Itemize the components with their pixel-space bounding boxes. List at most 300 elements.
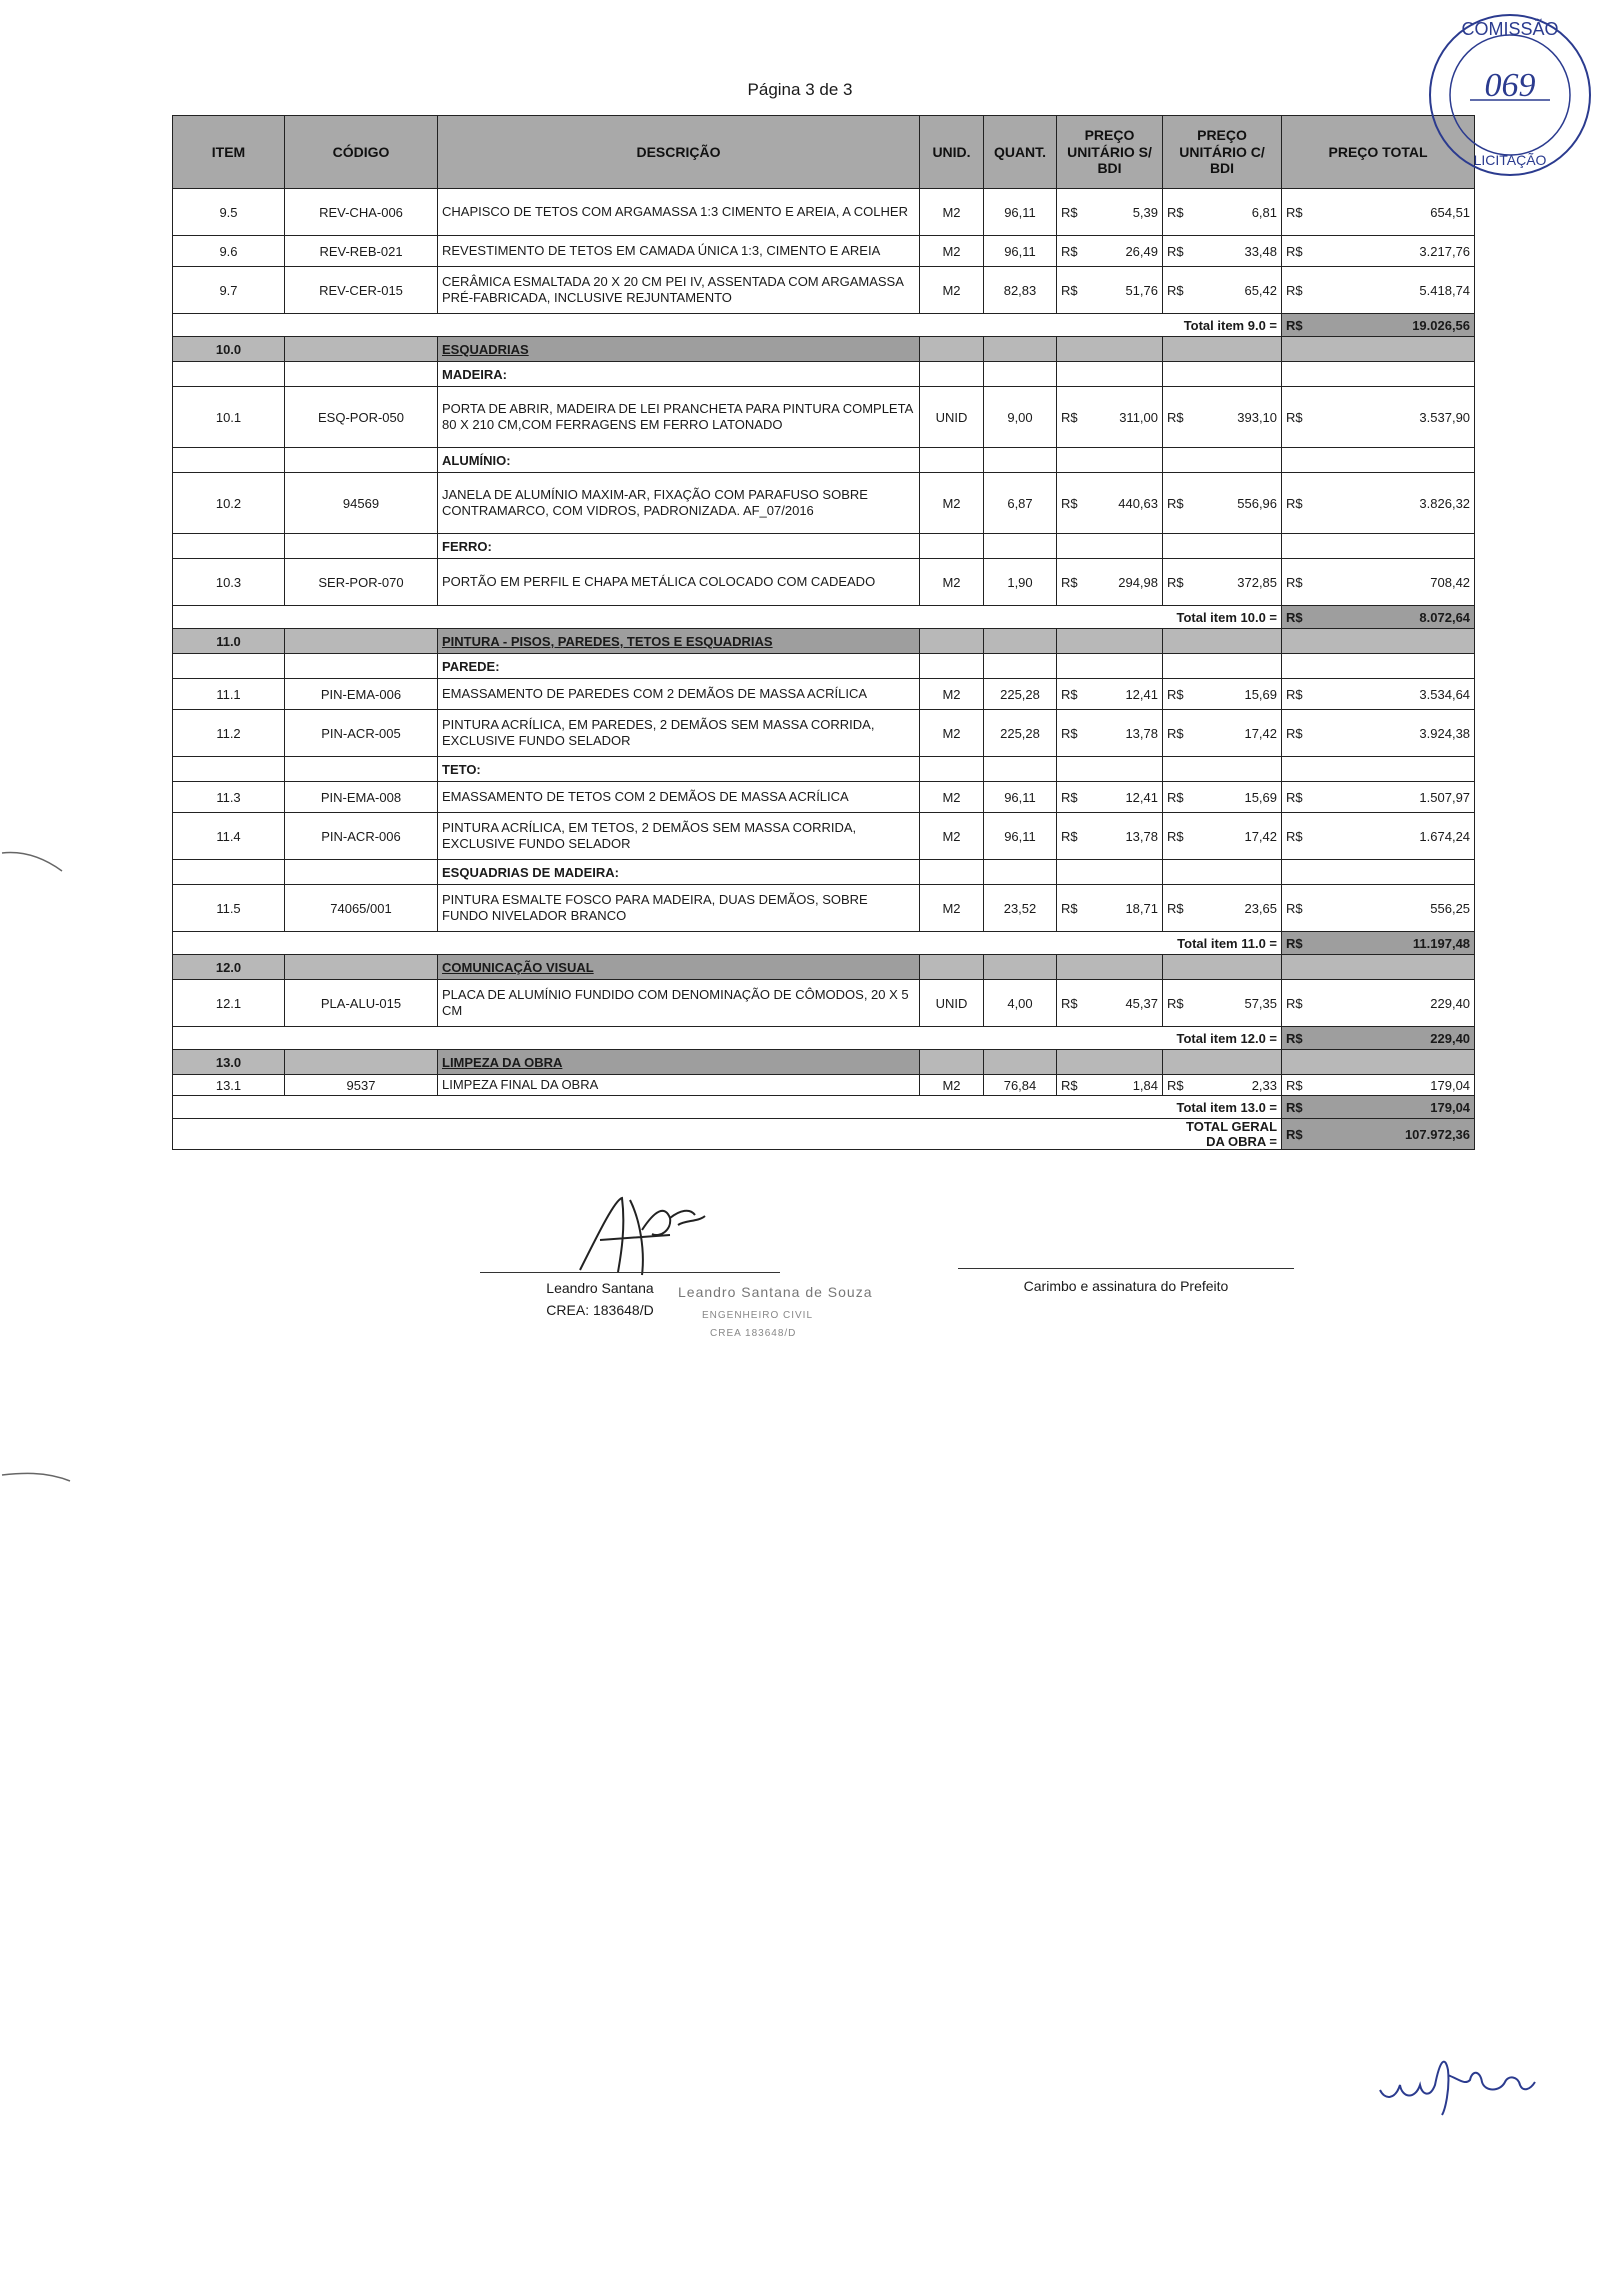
group-shade — [1282, 629, 1475, 654]
total-price: 3.217,76 — [1315, 236, 1475, 267]
currency-symbol: R$ — [1163, 473, 1196, 534]
header-item: ITEM — [173, 116, 285, 189]
empty-cell — [1282, 362, 1475, 387]
subsection-label: PAREDE: — [438, 654, 920, 679]
subsection-row — [173, 860, 1475, 885]
empty-cell — [173, 448, 285, 473]
item-number: 10.2 — [173, 473, 285, 534]
currency-symbol: R$ — [1282, 314, 1315, 337]
unit-price-with-bdi: 57,35 — [1196, 980, 1282, 1027]
unit-price-with-bdi: 23,65 — [1196, 885, 1282, 932]
item-description: REVESTIMENTO DE TETOS EM CAMADA ÚNICA 1:3, CIMENTO E AREIA — [438, 236, 920, 267]
table-header-row — [173, 116, 1475, 189]
unit-price-without-bdi: 1,84 — [1090, 1075, 1163, 1096]
table-body — [173, 189, 1475, 1150]
group-number: 11.0 — [173, 629, 285, 654]
unit-price-without-bdi: 45,37 — [1090, 980, 1163, 1027]
empty-cell — [1163, 448, 1282, 473]
currency-symbol: R$ — [1282, 1027, 1315, 1050]
item-unit: M2 — [920, 473, 984, 534]
total-price: 556,25 — [1315, 885, 1475, 932]
subsection-label: ESQUADRIAS DE MADEIRA: — [438, 860, 920, 885]
empty-cell — [173, 860, 285, 885]
currency-symbol: R$ — [1282, 1075, 1315, 1096]
group-shade — [1163, 629, 1282, 654]
currency-symbol: R$ — [1057, 885, 1090, 932]
empty-cell — [1057, 534, 1163, 559]
empty-cell — [920, 654, 984, 679]
item-quantity: 23,52 — [984, 885, 1057, 932]
table-row — [173, 387, 1475, 448]
subtotal-row — [173, 1096, 1475, 1119]
unit-price-without-bdi: 18,71 — [1090, 885, 1163, 932]
empty-cell — [173, 1119, 1163, 1150]
currency-symbol: R$ — [1282, 782, 1315, 813]
empty-cell — [285, 448, 438, 473]
total-price: 708,42 — [1315, 559, 1475, 606]
currency-symbol: R$ — [1057, 813, 1090, 860]
item-number: 9.6 — [173, 236, 285, 267]
subtotal-amount: 11.197,48 — [1315, 932, 1475, 955]
item-quantity: 225,28 — [984, 710, 1057, 757]
currency-symbol: R$ — [1282, 710, 1315, 757]
empty-cell — [285, 757, 438, 782]
item-description: PORTÃO EM PERFIL E CHAPA METÁLICA COLOCADO COM CADEADO — [438, 559, 920, 606]
total-price: 1.507,97 — [1315, 782, 1475, 813]
empty-cell — [1163, 860, 1282, 885]
currency-symbol: R$ — [1282, 387, 1315, 448]
group-number: 12.0 — [173, 955, 285, 980]
group-shade — [984, 1050, 1057, 1075]
currency-symbol: R$ — [1163, 189, 1196, 236]
unit-price-with-bdi: 393,10 — [1196, 387, 1282, 448]
currency-symbol: R$ — [1057, 387, 1090, 448]
unit-price-without-bdi: 311,00 — [1090, 387, 1163, 448]
currency-symbol: R$ — [1057, 679, 1090, 710]
group-shade — [1282, 337, 1475, 362]
empty-cell — [1163, 534, 1282, 559]
unit-price-without-bdi: 440,63 — [1090, 473, 1163, 534]
stamp-title: ENGENHEIRO CIVIL — [702, 1310, 814, 1321]
currency-symbol: R$ — [1057, 473, 1090, 534]
unit-price-without-bdi: 12,41 — [1090, 782, 1163, 813]
seal-number: 069 — [1484, 67, 1536, 104]
currency-symbol: R$ — [1282, 606, 1315, 629]
empty-cell — [1282, 654, 1475, 679]
empty-cell — [984, 757, 1057, 782]
item-code: PIN-ACR-005 — [285, 710, 438, 757]
currency-symbol: R$ — [1163, 387, 1196, 448]
empty-cell — [920, 448, 984, 473]
currency-symbol: R$ — [1163, 710, 1196, 757]
empty-cell — [984, 654, 1057, 679]
item-unit: M2 — [920, 267, 984, 314]
table-row — [173, 1075, 1475, 1096]
group-shade — [920, 337, 984, 362]
stamp-crea: CREA 183648/D — [710, 1328, 797, 1339]
signature-area — [0, 1190, 1600, 1370]
currency-symbol: R$ — [1163, 679, 1196, 710]
empty-cell — [1057, 654, 1163, 679]
empty-cell — [285, 362, 438, 387]
item-number: 9.7 — [173, 267, 285, 314]
margin-mark-top — [0, 845, 70, 875]
empty-cell — [173, 362, 285, 387]
subsection-label: ALUMÍNIO: — [438, 448, 920, 473]
item-unit: M2 — [920, 236, 984, 267]
empty-cell — [173, 654, 285, 679]
unit-price-with-bdi: 15,69 — [1196, 679, 1282, 710]
subsection-label: MADEIRA: — [438, 362, 920, 387]
unit-price-with-bdi: 65,42 — [1196, 267, 1282, 314]
group-title: COMUNICAÇÃO VISUAL — [438, 955, 920, 980]
unit-price-without-bdi: 294,98 — [1090, 559, 1163, 606]
subtotal-row — [173, 606, 1475, 629]
currency-symbol: R$ — [1057, 1075, 1090, 1096]
empty-cell — [173, 606, 1163, 629]
group-shade — [1057, 1050, 1163, 1075]
currency-symbol: R$ — [1057, 189, 1090, 236]
currency-symbol: R$ — [1057, 267, 1090, 314]
group-shade — [285, 629, 438, 654]
item-code: REV-CHA-006 — [285, 189, 438, 236]
unit-price-without-bdi: 51,76 — [1090, 267, 1163, 314]
item-description: CERÂMICA ESMALTADA 20 X 20 CM PEI IV, ASSENTADA COM ARGAMASSA PRÉ-FABRICADA, INCLUSIVE REJUNTAMENTO — [438, 267, 920, 314]
prefeito-label: Carimbo e assinatura do Prefeito — [1023, 1278, 1229, 1294]
empty-cell — [285, 534, 438, 559]
empty-cell — [1163, 654, 1282, 679]
total-price: 1.674,24 — [1315, 813, 1475, 860]
subsection-row — [173, 448, 1475, 473]
header-preco-sem-bdi: PREÇO UNITÁRIO S/ BDI — [1057, 116, 1163, 189]
table-row — [173, 189, 1475, 236]
empty-cell — [1057, 757, 1163, 782]
item-code: PIN-ACR-006 — [285, 813, 438, 860]
prefeito-signature-line — [958, 1268, 1294, 1269]
total-price: 3.924,38 — [1315, 710, 1475, 757]
empty-cell — [984, 534, 1057, 559]
item-code: REV-CER-015 — [285, 267, 438, 314]
currency-symbol: R$ — [1163, 267, 1196, 314]
table-row — [173, 813, 1475, 860]
group-shade — [285, 337, 438, 362]
engineer-name: Leandro Santana — [546, 1280, 654, 1296]
item-description: PINTURA ESMALTE FOSCO PARA MADEIRA, DUAS DEMÃOS, SOBRE FUNDO NIVELADOR BRANCO — [438, 885, 920, 932]
item-number: 9.5 — [173, 189, 285, 236]
currency-symbol: R$ — [1282, 1096, 1315, 1119]
currency-symbol: R$ — [1163, 885, 1196, 932]
subtotal-row — [173, 1119, 1475, 1150]
subtotal-label: Total item 13.0 = — [1163, 1096, 1282, 1119]
currency-symbol: R$ — [1057, 782, 1090, 813]
group-header-row — [173, 629, 1475, 654]
empty-cell — [1282, 448, 1475, 473]
total-price: 179,04 — [1315, 1075, 1475, 1096]
empty-cell — [920, 534, 984, 559]
group-title: LIMPEZA DA OBRA — [438, 1050, 920, 1075]
group-shade — [1282, 1050, 1475, 1075]
seal-top-text: COMISSÃO — [1461, 19, 1559, 39]
group-header-row — [173, 955, 1475, 980]
item-number: 10.3 — [173, 559, 285, 606]
item-number: 11.4 — [173, 813, 285, 860]
group-shade — [1163, 1050, 1282, 1075]
subtotal-label: Total item 11.0 = — [1163, 932, 1282, 955]
group-shade — [285, 1050, 438, 1075]
subtotal-label: TOTAL GERAL DA OBRA = — [1163, 1119, 1282, 1150]
group-shade — [920, 955, 984, 980]
item-quantity: 96,11 — [984, 236, 1057, 267]
group-shade — [984, 955, 1057, 980]
subtotal-amount: 179,04 — [1315, 1096, 1475, 1119]
item-code: 9537 — [285, 1075, 438, 1096]
item-quantity: 96,11 — [984, 189, 1057, 236]
empty-cell — [1282, 860, 1475, 885]
empty-cell — [984, 362, 1057, 387]
item-quantity: 1,90 — [984, 559, 1057, 606]
unit-price-with-bdi: 17,42 — [1196, 813, 1282, 860]
item-code: ESQ-POR-050 — [285, 387, 438, 448]
subtotal-row — [173, 1027, 1475, 1050]
subsection-row — [173, 757, 1475, 782]
item-unit: M2 — [920, 189, 984, 236]
total-price: 654,51 — [1315, 189, 1475, 236]
table-row — [173, 679, 1475, 710]
subsection-row — [173, 534, 1475, 559]
group-shade — [1057, 337, 1163, 362]
header-codigo: CÓDIGO — [285, 116, 438, 189]
unit-price-with-bdi: 17,42 — [1196, 710, 1282, 757]
total-price: 3.826,32 — [1315, 473, 1475, 534]
seal-bottom-text: LICITAÇÃO — [1473, 152, 1547, 168]
subtotal-amount: 8.072,64 — [1315, 606, 1475, 629]
currency-symbol: R$ — [1163, 813, 1196, 860]
item-code: PLA-ALU-015 — [285, 980, 438, 1027]
subtotal-amount: 229,40 — [1315, 1027, 1475, 1050]
group-shade — [1057, 955, 1163, 980]
subtotal-row — [173, 932, 1475, 955]
unit-price-with-bdi: 15,69 — [1196, 782, 1282, 813]
item-code: PIN-EMA-006 — [285, 679, 438, 710]
currency-symbol: R$ — [1057, 980, 1090, 1027]
item-unit: M2 — [920, 559, 984, 606]
empty-cell — [920, 860, 984, 885]
table-row — [173, 267, 1475, 314]
table-row — [173, 559, 1475, 606]
currency-symbol: R$ — [1282, 189, 1315, 236]
group-shade — [984, 629, 1057, 654]
item-quantity: 96,11 — [984, 782, 1057, 813]
currency-symbol: R$ — [1057, 236, 1090, 267]
handwritten-initials — [1360, 2040, 1560, 2120]
commission-seal-stamp — [1380, 0, 1600, 200]
page-label: Página 3 de 3 — [747, 80, 853, 99]
unit-price-with-bdi: 6,81 — [1196, 189, 1282, 236]
empty-cell — [173, 1027, 1163, 1050]
empty-cell — [984, 448, 1057, 473]
subtotal-label: Total item 12.0 = — [1163, 1027, 1282, 1050]
item-unit: UNID — [920, 387, 984, 448]
engineer-signature-line — [480, 1272, 780, 1273]
table-row — [173, 236, 1475, 267]
subsection-row — [173, 362, 1475, 387]
item-description: EMASSAMENTO DE TETOS COM 2 DEMÃOS DE MASSA ACRÍLICA — [438, 782, 920, 813]
currency-symbol: R$ — [1163, 782, 1196, 813]
table-row — [173, 710, 1475, 757]
unit-price-with-bdi: 2,33 — [1196, 1075, 1282, 1096]
item-code: SER-POR-070 — [285, 559, 438, 606]
item-description: JANELA DE ALUMÍNIO MAXIM-AR, FIXAÇÃO COM PARAFUSO SOBRE CONTRAMARCO, COM VIDROS, PADRONIZADA. AF_07/2016 — [438, 473, 920, 534]
item-quantity: 225,28 — [984, 679, 1057, 710]
engineer-signature — [560, 1190, 720, 1280]
item-unit: M2 — [920, 813, 984, 860]
unit-price-without-bdi: 26,49 — [1090, 236, 1163, 267]
budget-table — [172, 115, 1475, 1150]
currency-symbol: R$ — [1282, 1119, 1315, 1150]
currency-symbol: R$ — [1282, 679, 1315, 710]
group-title: PINTURA - PISOS, PAREDES, TETOS E ESQUADRIAS — [438, 629, 920, 654]
empty-cell — [173, 314, 1163, 337]
currency-symbol: R$ — [1163, 1075, 1196, 1096]
total-price: 3.534,64 — [1315, 679, 1475, 710]
currency-symbol: R$ — [1282, 236, 1315, 267]
budget-table-wrapper — [172, 115, 1474, 1150]
group-shade — [1057, 629, 1163, 654]
subtotal-amount: 107.972,36 — [1315, 1119, 1475, 1150]
group-number: 13.0 — [173, 1050, 285, 1075]
currency-symbol: R$ — [1163, 980, 1196, 1027]
item-number: 11.2 — [173, 710, 285, 757]
currency-symbol: R$ — [1282, 559, 1315, 606]
currency-symbol: R$ — [1282, 267, 1315, 314]
currency-symbol: R$ — [1282, 885, 1315, 932]
item-code: PIN-EMA-008 — [285, 782, 438, 813]
unit-price-with-bdi: 33,48 — [1196, 236, 1282, 267]
header-preco-total: PREÇO TOTAL — [1282, 116, 1475, 189]
item-quantity: 76,84 — [984, 1075, 1057, 1096]
item-quantity: 6,87 — [984, 473, 1057, 534]
item-description: PORTA DE ABRIR, MADEIRA DE LEI PRANCHETA PARA PINTURA COMPLETA 80 X 210 CM,COM FERRAGENS EM FERRO LATONADO — [438, 387, 920, 448]
subtotal-label: Total item 9.0 = — [1163, 314, 1282, 337]
table-row — [173, 782, 1475, 813]
empty-cell — [1057, 860, 1163, 885]
unit-price-without-bdi: 5,39 — [1090, 189, 1163, 236]
table-row — [173, 980, 1475, 1027]
empty-cell — [285, 860, 438, 885]
item-description: LIMPEZA FINAL DA OBRA — [438, 1075, 920, 1096]
item-code: REV-REB-021 — [285, 236, 438, 267]
currency-symbol: R$ — [1282, 813, 1315, 860]
empty-cell — [173, 1096, 1163, 1119]
item-description: CHAPISCO DE TETOS COM ARGAMASSA 1:3 CIMENTO E AREIA, A COLHER — [438, 189, 920, 236]
item-number: 11.1 — [173, 679, 285, 710]
subtotal-row — [173, 314, 1475, 337]
header-preco-com-bdi: PREÇO UNITÁRIO C/ BDI — [1163, 116, 1282, 189]
item-description: PLACA DE ALUMÍNIO FUNDIDO COM DENOMINAÇÃO DE CÔMODOS, 20 X 5 CM — [438, 980, 920, 1027]
item-unit: UNID — [920, 980, 984, 1027]
subtotal-amount: 19.026,56 — [1315, 314, 1475, 337]
group-shade — [920, 629, 984, 654]
currency-symbol: R$ — [1282, 932, 1315, 955]
item-code: 74065/001 — [285, 885, 438, 932]
item-quantity: 82,83 — [984, 267, 1057, 314]
margin-mark-bottom — [0, 1465, 80, 1495]
empty-cell — [1057, 448, 1163, 473]
item-description: EMASSAMENTO DE PAREDES COM 2 DEMÃOS DE MASSA ACRÍLICA — [438, 679, 920, 710]
item-number: 11.3 — [173, 782, 285, 813]
unit-price-without-bdi: 12,41 — [1090, 679, 1163, 710]
unit-price-with-bdi: 372,85 — [1196, 559, 1282, 606]
unit-price-without-bdi: 13,78 — [1090, 813, 1163, 860]
subsection-label: FERRO: — [438, 534, 920, 559]
item-quantity: 96,11 — [984, 813, 1057, 860]
empty-cell — [984, 860, 1057, 885]
header-unid: UNID. — [920, 116, 984, 189]
empty-cell — [173, 534, 285, 559]
empty-cell — [285, 654, 438, 679]
item-unit: M2 — [920, 710, 984, 757]
total-price: 229,40 — [1315, 980, 1475, 1027]
empty-cell — [920, 362, 984, 387]
item-quantity: 9,00 — [984, 387, 1057, 448]
item-number: 10.1 — [173, 387, 285, 448]
subsection-row — [173, 654, 1475, 679]
group-shade — [1163, 955, 1282, 980]
group-shade — [1163, 337, 1282, 362]
currency-symbol: R$ — [1057, 559, 1090, 606]
empty-cell — [173, 757, 285, 782]
empty-cell — [1282, 757, 1475, 782]
header-descricao: DESCRIÇÃO — [438, 116, 920, 189]
item-description: PINTURA ACRÍLICA, EM TETOS, 2 DEMÃOS SEM MASSA CORRIDA, EXCLUSIVE FUNDO SELADOR — [438, 813, 920, 860]
currency-symbol: R$ — [1057, 710, 1090, 757]
item-unit: M2 — [920, 1075, 984, 1096]
total-price: 5.418,74 — [1315, 267, 1475, 314]
unit-price-with-bdi: 556,96 — [1196, 473, 1282, 534]
item-description: PINTURA ACRÍLICA, EM PAREDES, 2 DEMÃOS SEM MASSA CORRIDA, EXCLUSIVE FUNDO SELADOR — [438, 710, 920, 757]
empty-cell — [1163, 362, 1282, 387]
group-shade — [984, 337, 1057, 362]
group-title: ESQUADRIAS — [438, 337, 920, 362]
item-number: 13.1 — [173, 1075, 285, 1096]
item-unit: M2 — [920, 679, 984, 710]
item-unit: M2 — [920, 782, 984, 813]
empty-cell — [1057, 362, 1163, 387]
empty-cell — [1163, 757, 1282, 782]
group-shade — [1282, 955, 1475, 980]
table-row — [173, 473, 1475, 534]
item-code: 94569 — [285, 473, 438, 534]
currency-symbol: R$ — [1163, 559, 1196, 606]
group-header-row — [173, 337, 1475, 362]
currency-symbol: R$ — [1163, 236, 1196, 267]
currency-symbol: R$ — [1282, 473, 1315, 534]
currency-symbol: R$ — [1282, 980, 1315, 1027]
empty-cell — [173, 932, 1163, 955]
header-quant: QUANT. — [984, 116, 1057, 189]
empty-cell — [920, 757, 984, 782]
table-row — [173, 885, 1475, 932]
item-quantity: 4,00 — [984, 980, 1057, 1027]
group-shade — [920, 1050, 984, 1075]
group-number: 10.0 — [173, 337, 285, 362]
subsection-label: TETO: — [438, 757, 920, 782]
empty-cell — [1282, 534, 1475, 559]
unit-price-without-bdi: 13,78 — [1090, 710, 1163, 757]
group-header-row — [173, 1050, 1475, 1075]
total-price: 3.537,90 — [1315, 387, 1475, 448]
engineer-crea: CREA: 183648/D — [546, 1302, 654, 1318]
